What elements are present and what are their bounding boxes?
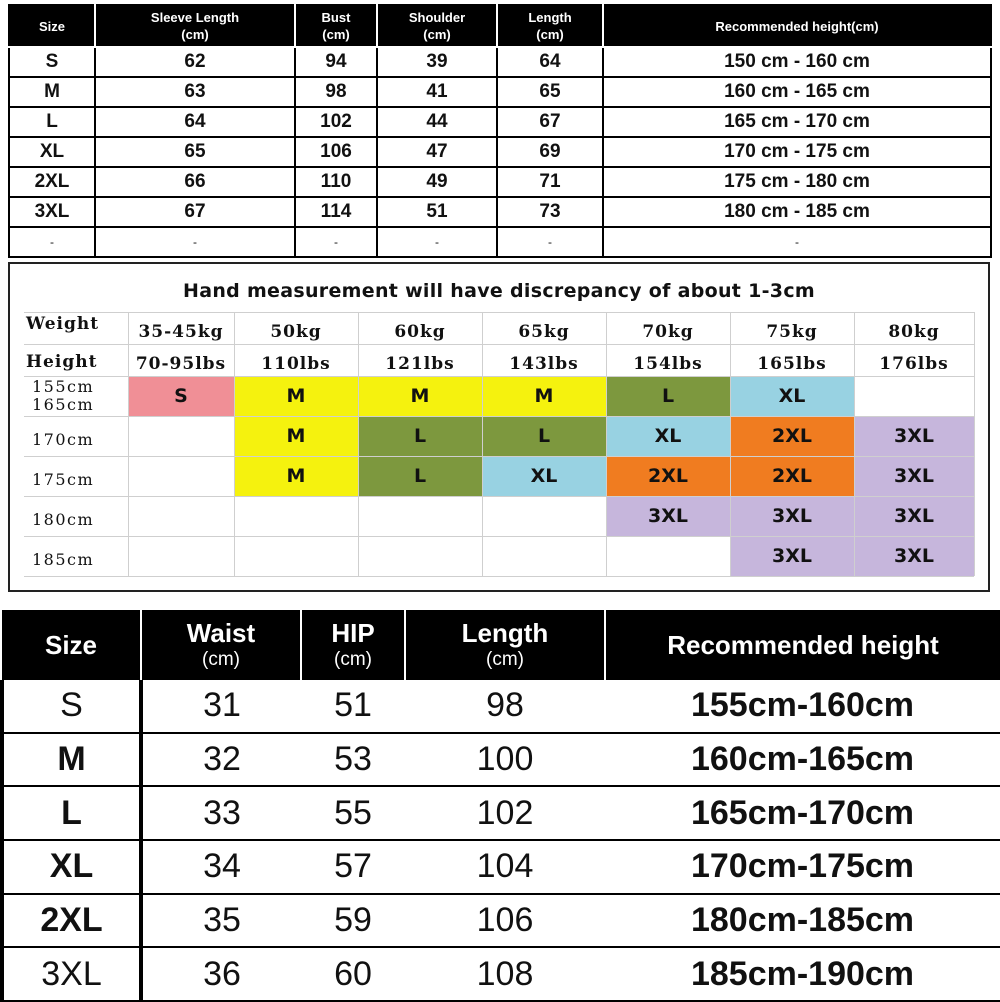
header-unit: (cm) (322, 27, 350, 42)
length-cell: 100 (405, 733, 605, 787)
sleeve-cell: 62 (95, 47, 295, 77)
length-cell: 104 (405, 840, 605, 894)
table-row (2, 733, 1000, 787)
height-cell: 160cm-165cm (605, 733, 1000, 787)
height-cell: 180cm-185cm (605, 894, 1000, 948)
height-cell: 150 cm - 160 cm (603, 47, 991, 77)
length-cell: 67 (497, 107, 603, 137)
top-header-length (497, 5, 603, 47)
bust-cell: - (295, 227, 377, 257)
size-cell-3xl: 3XL (854, 456, 974, 496)
header-unit: (cm) (486, 649, 524, 670)
bust-cell: 106 (295, 137, 377, 167)
bottom-header-hip (301, 610, 405, 680)
height-cell: 175 cm - 180 cm (603, 167, 991, 197)
length-cell: 108 (405, 947, 605, 1001)
waist-cell: 33 (141, 786, 301, 840)
sleeve-cell: 63 (95, 77, 295, 107)
table-row (2, 786, 1000, 840)
measurement-note: Hand measurement will have discrepancy of about 1-3cm (183, 280, 815, 302)
header-label: Size (38, 18, 65, 34)
size-cell: 2XL (2, 894, 141, 948)
header-label: Recommended height(cm) (715, 18, 879, 34)
header-label: Length (528, 10, 572, 25)
size-cell-m: M (234, 416, 358, 456)
size-cell: S (9, 47, 95, 77)
grid-line (24, 376, 974, 377)
height-row-label: 180cm (32, 510, 95, 529)
size-cell-xl: XL (606, 416, 730, 456)
size-cell-2xl: 2XL (606, 456, 730, 496)
length-cell: 69 (497, 137, 603, 167)
size-cell-l: L (482, 416, 606, 456)
table-row (2, 894, 1000, 948)
sleeve-cell: 66 (95, 167, 295, 197)
size-cell-m: M (234, 456, 358, 496)
bust-cell: 94 (295, 47, 377, 77)
grid-line (24, 456, 974, 457)
size-cell-xl: XL (482, 456, 606, 496)
shoulder-cell: 41 (377, 77, 497, 107)
size-cell: 2XL (9, 167, 95, 197)
weight-lbs-label: 154lbs (633, 354, 703, 374)
length-cell: - (497, 227, 603, 257)
size-cell-m: M (482, 376, 606, 416)
shoulder-cell: - (377, 227, 497, 257)
weight-lbs-label: 165lbs (757, 354, 827, 374)
header-unit: (cm) (536, 27, 564, 42)
weight-lbs-label: 121lbs (385, 354, 455, 374)
header-label: Length (461, 618, 549, 648)
length-cell: 98 (405, 680, 605, 733)
sleeve-cell: 67 (95, 197, 295, 227)
hip-cell: 57 (301, 840, 405, 894)
height-row-label: 170cm (32, 430, 95, 449)
bottom-header-size (2, 610, 141, 680)
table-row (9, 137, 991, 167)
top-size-table (8, 4, 992, 258)
top-header-size (9, 5, 95, 47)
length-cell: 102 (405, 786, 605, 840)
size-cell-xl: XL (730, 376, 854, 416)
grid-line (974, 312, 975, 576)
height-row-label: 175cm (32, 470, 95, 489)
top-header-sleeve (95, 5, 295, 47)
sleeve-cell: - (95, 227, 295, 257)
grid-line (854, 312, 855, 576)
size-cell-3xl: 3XL (730, 496, 854, 536)
weight-kg-label: 60kg (394, 322, 446, 342)
grid-line (234, 312, 235, 576)
size-cell-2xl: 2XL (730, 456, 854, 496)
bust-cell: 110 (295, 167, 377, 197)
height-cell: 185cm-190cm (605, 947, 1000, 1001)
size-cell: XL (9, 137, 95, 167)
grid-line (24, 496, 974, 497)
table-row (2, 840, 1000, 894)
height-cell: 170 cm - 175 cm (603, 137, 991, 167)
top-header-height (603, 5, 991, 47)
table-row (9, 227, 991, 257)
weight-height-chart (8, 262, 990, 592)
size-cell: S (2, 680, 141, 733)
weight-kg-label: 75kg (766, 322, 818, 342)
hip-cell: 59 (301, 894, 405, 948)
sleeve-cell: 65 (95, 137, 295, 167)
top-header-shoulder (377, 5, 497, 47)
size-cell: XL (2, 840, 141, 894)
size-cell: L (2, 786, 141, 840)
waist-cell: 35 (141, 894, 301, 948)
header-unit: (cm) (181, 27, 209, 42)
weight-kg-label: 65kg (518, 322, 570, 342)
size-cell-l: L (358, 456, 482, 496)
size-cell-s: S (128, 376, 234, 416)
weight-lbs-label: 143lbs (509, 354, 579, 374)
height-cell: 165 cm - 170 cm (603, 107, 991, 137)
height-cell: - (603, 227, 991, 257)
height-row-label: 185cm (32, 550, 95, 569)
height-row-label: 155cm 165cm (32, 377, 95, 414)
grid-line (24, 576, 974, 577)
length-cell: 64 (497, 47, 603, 77)
shoulder-cell: 51 (377, 197, 497, 227)
height-cell: 155cm-160cm (605, 680, 1000, 733)
size-cell: M (2, 733, 141, 787)
grid-line (482, 312, 483, 576)
shoulder-cell: 44 (377, 107, 497, 137)
grid-line (128, 312, 129, 576)
size-cell-3xl: 3XL (854, 536, 974, 576)
weight-lbs-label: 176lbs (879, 354, 949, 374)
bottom-header-length (405, 610, 605, 680)
table-row (9, 107, 991, 137)
weight-kg-label: 70kg (642, 322, 694, 342)
weight-label: Weight (26, 314, 100, 334)
bottom-header-waist (141, 610, 301, 680)
bust-cell: 102 (295, 107, 377, 137)
height-label: Height (26, 352, 98, 372)
size-cell-l: L (358, 416, 482, 456)
shoulder-cell: 49 (377, 167, 497, 197)
length-cell: 106 (405, 894, 605, 948)
grid-line (24, 536, 974, 537)
grid-line (24, 312, 974, 313)
length-cell: 71 (497, 167, 603, 197)
size-cell-3xl: 3XL (854, 416, 974, 456)
shoulder-cell: 39 (377, 47, 497, 77)
weight-kg-label: 80kg (888, 322, 940, 342)
top-table-header-row (9, 5, 991, 47)
bottom-size-table (0, 610, 1000, 1002)
grid-line (358, 312, 359, 576)
size-cell-3xl: 3XL (606, 496, 730, 536)
weight-kg-label: 35-45kg (138, 322, 224, 342)
height-cell: 170cm-175cm (605, 840, 1000, 894)
waist-cell: 31 (141, 680, 301, 733)
header-label: Waist (186, 618, 256, 648)
hip-cell: 55 (301, 786, 405, 840)
waist-cell: 34 (141, 840, 301, 894)
bottom-table-header-row (2, 610, 1000, 680)
table-row (2, 947, 1000, 1001)
shoulder-cell: 47 (377, 137, 497, 167)
grid-line (24, 416, 974, 417)
header-label: Bust (321, 10, 351, 25)
top-header-bust (295, 5, 377, 47)
length-cell: 73 (497, 197, 603, 227)
size-cell: - (9, 227, 95, 257)
size-cell-m: M (234, 376, 358, 416)
table-row (9, 167, 991, 197)
header-unit: (cm) (423, 27, 451, 42)
header-label: Recommended height (667, 630, 939, 660)
size-cell: 3XL (9, 197, 95, 227)
table-row (2, 680, 1000, 733)
bust-cell: 98 (295, 77, 377, 107)
size-cell-3xl: 3XL (854, 496, 974, 536)
size-cell-l: L (606, 376, 730, 416)
weight-lbs-label: 110lbs (261, 354, 331, 374)
hip-cell: 53 (301, 733, 405, 787)
header-label: Sleeve Length (150, 10, 240, 25)
size-cell-2xl: 2XL (730, 416, 854, 456)
header-label: Size (44, 630, 98, 660)
hip-cell: 60 (301, 947, 405, 1001)
grid-line (606, 312, 607, 576)
table-row (9, 77, 991, 107)
grid-line (730, 312, 731, 576)
header-unit: (cm) (202, 649, 240, 670)
waist-cell: 36 (141, 947, 301, 1001)
header-label: Shoulder (408, 10, 466, 25)
grid-line (24, 344, 974, 345)
hip-cell: 51 (301, 680, 405, 733)
size-cell-3xl: 3XL (730, 536, 854, 576)
header-unit: (cm) (334, 649, 372, 670)
height-cell: 160 cm - 165 cm (603, 77, 991, 107)
height-cell: 165cm-170cm (605, 786, 1000, 840)
table-row (9, 47, 991, 77)
weight-lbs-label: 70-95lbs (135, 354, 227, 374)
table-row (9, 197, 991, 227)
size-cell: 3XL (2, 947, 141, 1001)
weight-kg-label: 50kg (270, 322, 322, 342)
size-cell: M (9, 77, 95, 107)
header-label: HIP (331, 618, 375, 648)
sleeve-cell: 64 (95, 107, 295, 137)
bottom-header-height (605, 610, 1000, 680)
length-cell: 65 (497, 77, 603, 107)
bust-cell: 114 (295, 197, 377, 227)
size-cell: L (9, 107, 95, 137)
waist-cell: 32 (141, 733, 301, 787)
size-cell-m: M (358, 376, 482, 416)
height-cell: 180 cm - 185 cm (603, 197, 991, 227)
